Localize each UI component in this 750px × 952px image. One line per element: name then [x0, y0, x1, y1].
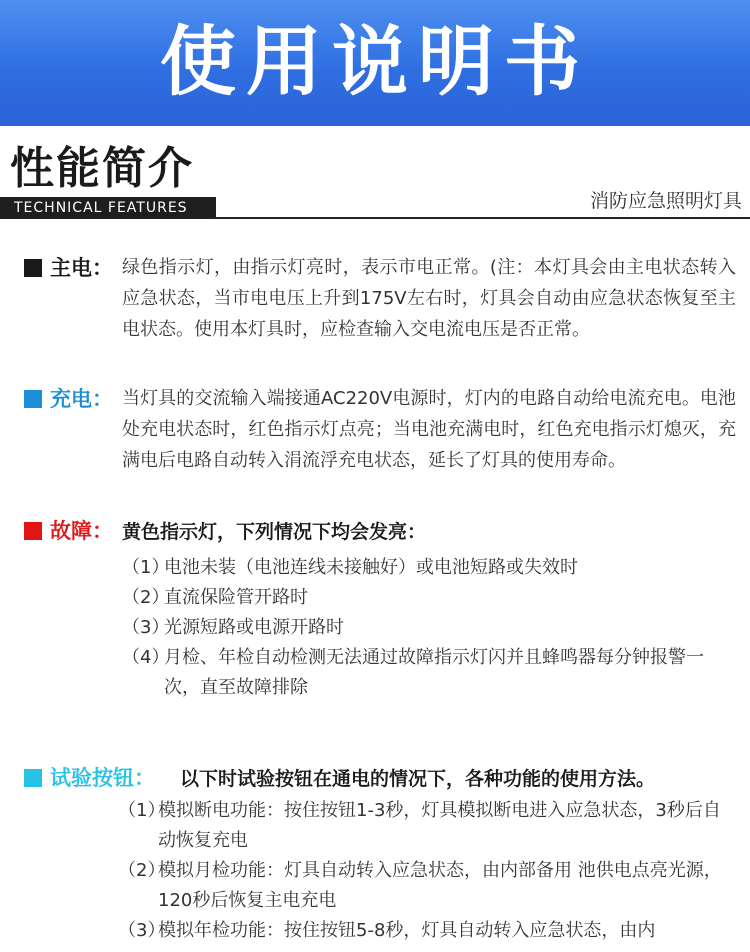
list-item-text: 月检、年检自动检测无法通过故障指示灯闪并且蜂鸣器每分钟报警一次，直至故障排除	[164, 647, 704, 698]
fault-lead: 黄色指示灯，下列情况下均会发亮：	[122, 521, 427, 543]
list-item-number: （1）	[122, 557, 170, 578]
list-item-text: 电池未装（电池连线未接触好）或电池短路或失效时	[164, 557, 578, 578]
list-item	[122, 613, 736, 643]
list-item	[118, 856, 732, 916]
list-item-text: 光源短路或电源开路时	[164, 617, 344, 638]
charge-text: 当灯具的交流输入端接通AC220V电源时，灯内的电路自动给电流充电。电池处充电状态时，红色指示灯点亮；当电池充满电时，红色充电指示灯熄灭，充满电后电路自动转入涓流浮充电状态，延长了灯具的使用寿命。	[122, 388, 736, 471]
list-item-text: 模拟年检功能：按住按钮5-8秒，灯具自动转入应急状态，由内	[158, 920, 656, 941]
fault-list	[122, 553, 736, 703]
product-name: 消防应急照明灯具	[589, 190, 742, 212]
header-banner	[0, 0, 750, 126]
charge-square-icon	[24, 390, 42, 408]
main-power-label: 主电：	[50, 256, 113, 280]
fault-label: 故障：	[50, 519, 113, 543]
section-title: 性能简介	[10, 143, 194, 194]
test-button-lead: 以下时试验按钮在通电的情况下，各种功能的使用方法。	[180, 768, 656, 790]
list-item-text: 直流保险管开路时	[164, 587, 308, 608]
list-item-text: 模拟断电功能：按住按钮1-3秒，灯具模拟断电进入应急状态，3秒后自动恢复充电	[158, 800, 721, 851]
list-item-number: （3）	[118, 920, 166, 941]
test-button-square-icon	[24, 769, 42, 787]
list-item	[122, 583, 736, 613]
list-item-number: （3）	[122, 617, 170, 638]
test-button-label: 试验按钮：	[50, 766, 155, 790]
list-item	[118, 796, 732, 856]
main-power-square-icon	[24, 259, 42, 277]
list-item	[118, 916, 732, 946]
list-item-text: 模拟月检功能：灯具自动转入应急状态，由内部备用 池供电点亮光源，120秒后恢复主电充电	[158, 860, 722, 911]
charge-label: 充电：	[50, 387, 113, 411]
list-item-number: （4）	[122, 647, 170, 668]
section-divider	[208, 217, 750, 219]
fault-square-icon	[24, 522, 42, 540]
list-item-number: （2）	[118, 860, 166, 881]
list-item	[122, 553, 736, 583]
list-item-number: （2）	[122, 587, 170, 608]
section-subtitle-en: TECHNICAL FEATURES	[0, 197, 216, 219]
list-item	[122, 643, 736, 703]
main-power-text: 绿色指示灯，由指示灯亮时，表示市电正常。(注：本灯具会由主电状态转入应急状态，当市电电压上升到175V左右时，灯具会自动由应急状态恢复至主电状态。使用本灯具时，应检查输入交电流电压是否正常。	[122, 257, 736, 340]
manual-title: 使用说明书	[160, 17, 590, 106]
list-item-number: （1）	[118, 800, 166, 821]
test-button-list	[118, 796, 732, 946]
